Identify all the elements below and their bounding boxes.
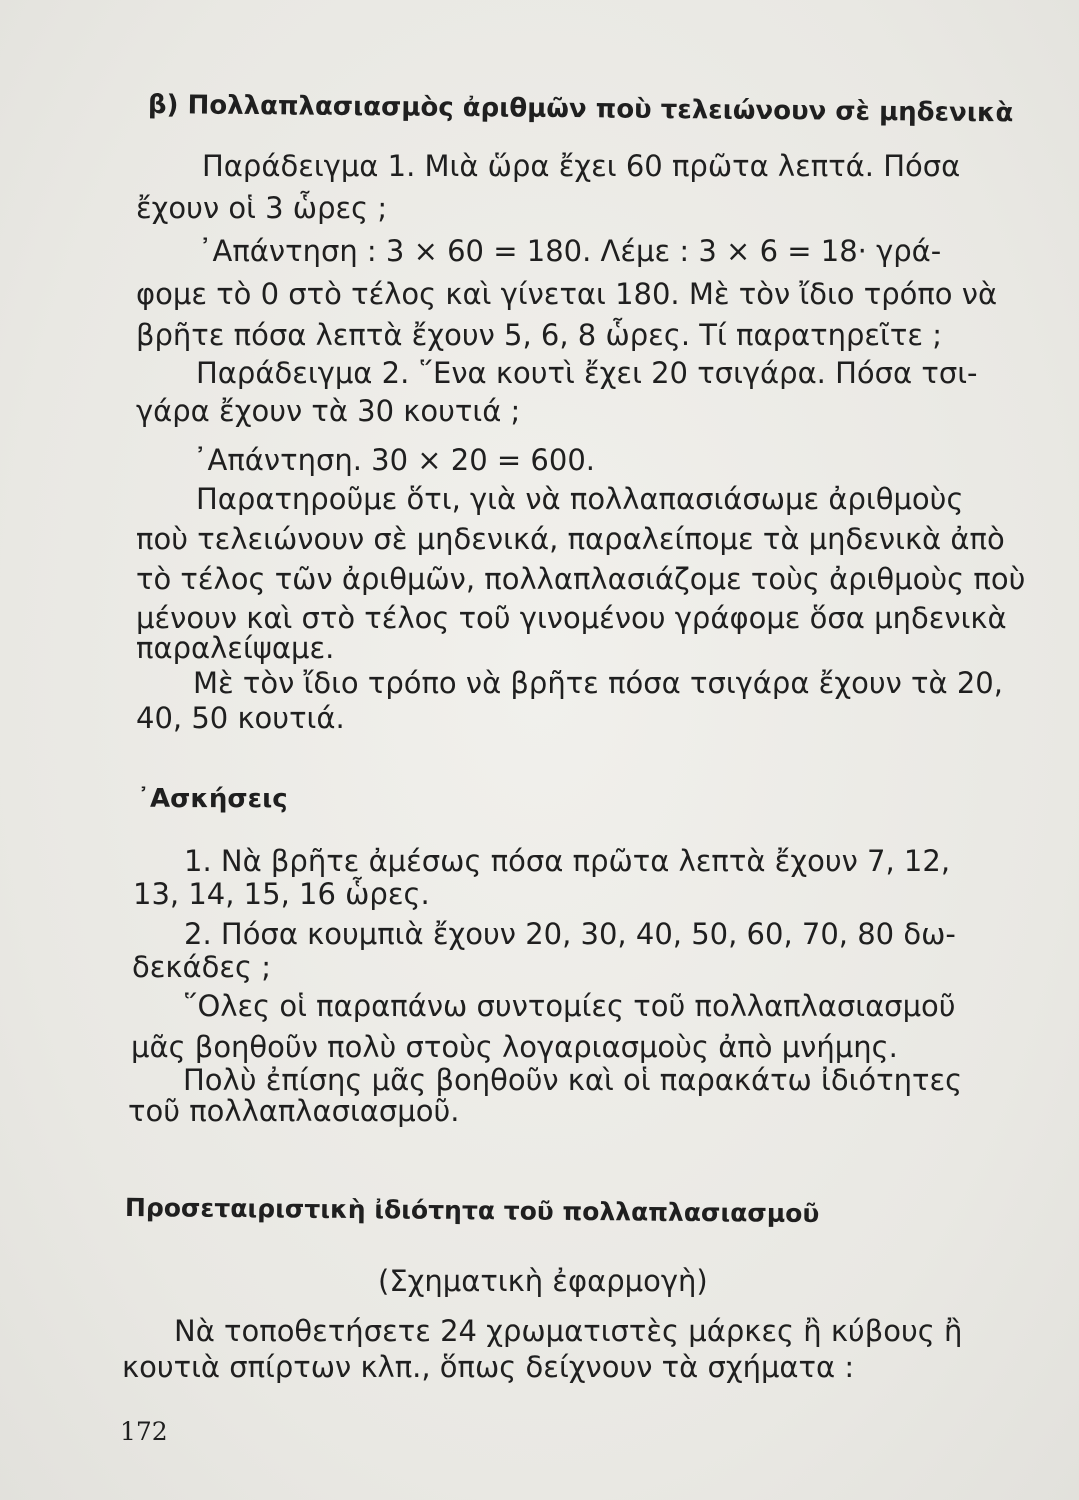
example2-line1: Παράδειγμα 2. ῞Ενα κουτὶ ἔχει 20 τσιγάρα. Πόσα τσι-: [196, 356, 978, 390]
example2-line2: γάρα ἔχουν τὰ 30 κουτιά ;: [136, 394, 521, 428]
shortcuts-line1: ῞Ολες οἱ παραπάνω συντομίες τοῦ πολλαπλασιασμοῦ: [183, 989, 956, 1023]
schematic-subheading: (Σχηματικὴ ἐφαρμογὴ): [378, 1264, 708, 1298]
exercise2-line1: 2. Πόσα κουμπιὰ ἔχουν 20, 30, 40, 50, 60, 70, 80 δω-: [184, 917, 956, 951]
observation-line2: ποὺ τελειώνουν σὲ μηδενικά, παραλείπομε τὰ μηδενικὰ ἀπὸ: [136, 522, 1005, 556]
shortcuts-line2: μᾶς βοηθοῦν πολὺ στοὺς λογαριασμοὺς ἀπὸ μνήμης.: [131, 1030, 898, 1064]
section-heading: β) Πολλαπλασιασμὸς ἀριθμῶν ποὺ τελειώνουν σὲ μηδενικὰ: [147, 90, 1014, 129]
exercises-heading: ᾿Ασκήσεις: [137, 784, 288, 814]
same-way-line1: Μὲ τὸν ἴδιο τρόπο νὰ βρῆτε πόσα τσιγάρα ἔχουν τὰ 20,: [193, 666, 1003, 700]
exercise2-line2: δεκάδες ;: [132, 950, 272, 984]
example1-line2: ἔχουν οἱ 3 ὧρες ;: [136, 191, 388, 225]
instruction-line2: κουτιὰ σπίρτων κλπ., ὅπως δείχνουν τὰ σχήματα :: [122, 1350, 855, 1384]
observation-line4: μένουν καὶ στὸ τέλος τοῦ γινομένου γράφομε ὅσα μηδενικὰ: [136, 601, 1007, 635]
observation-line3: τὸ τέλος τῶν ἀριθμῶν, πολλαπλασιάζομε τοὺς ἀριθμοὺς ποὺ: [136, 562, 1026, 596]
instruction-line1: Νὰ τοποθετήσετε 24 χρωματιστὲς μάρκες ἢ κύβους ἢ: [174, 1314, 963, 1348]
observation-line1: Παρατηροῦμε ὅτι, γιὰ νὰ πολλαπασιάσωμε ἀριθμοὺς: [196, 482, 964, 516]
example1-line1: Παράδειγμα 1. Μιὰ ὥρα ἔχει 60 πρῶτα λεπτά. Πόσα: [202, 149, 961, 183]
associative-heading: Προσεταιριστικὴ ἰδιότητα τοῦ πολλαπλασιασμοῦ: [124, 1193, 820, 1229]
answer1-line1: ᾿Απάντηση : 3 × 60 = 180. Λέμε : 3 × 6 = 18· γρά-: [198, 234, 942, 268]
properties-line2: τοῦ πολλαπλασιασμοῦ.: [128, 1094, 460, 1128]
same-way-line2: 40, 50 κουτιά.: [136, 701, 345, 735]
page-number: 172: [120, 1417, 168, 1446]
exercise1-line1: 1. Νὰ βρῆτε ἀμέσως πόσα πρῶτα λεπτὰ ἔχουν 7, 12,: [184, 844, 951, 878]
answer2: ᾿Απάντηση. 30 × 20 = 600.: [193, 443, 595, 477]
properties-line1: Πολὺ ἐπίσης μᾶς βοηθοῦν καὶ οἱ παρακάτω ἰδιότητες: [183, 1063, 963, 1097]
exercise1-line2: 13, 14, 15, 16 ὧρες.: [133, 877, 430, 911]
observation-line5: παραλείψαμε.: [136, 631, 335, 665]
answer1-line2: φομε τὸ 0 στὸ τέλος καὶ γίνεται 180. Μὲ τὸν ἴδιο τρόπο νὰ: [136, 277, 998, 311]
answer1-line3: βρῆτε πόσα λεπτὰ ἔχουν 5, 6, 8 ὧρες. Τί παρατηρεῖτε ;: [136, 318, 942, 352]
